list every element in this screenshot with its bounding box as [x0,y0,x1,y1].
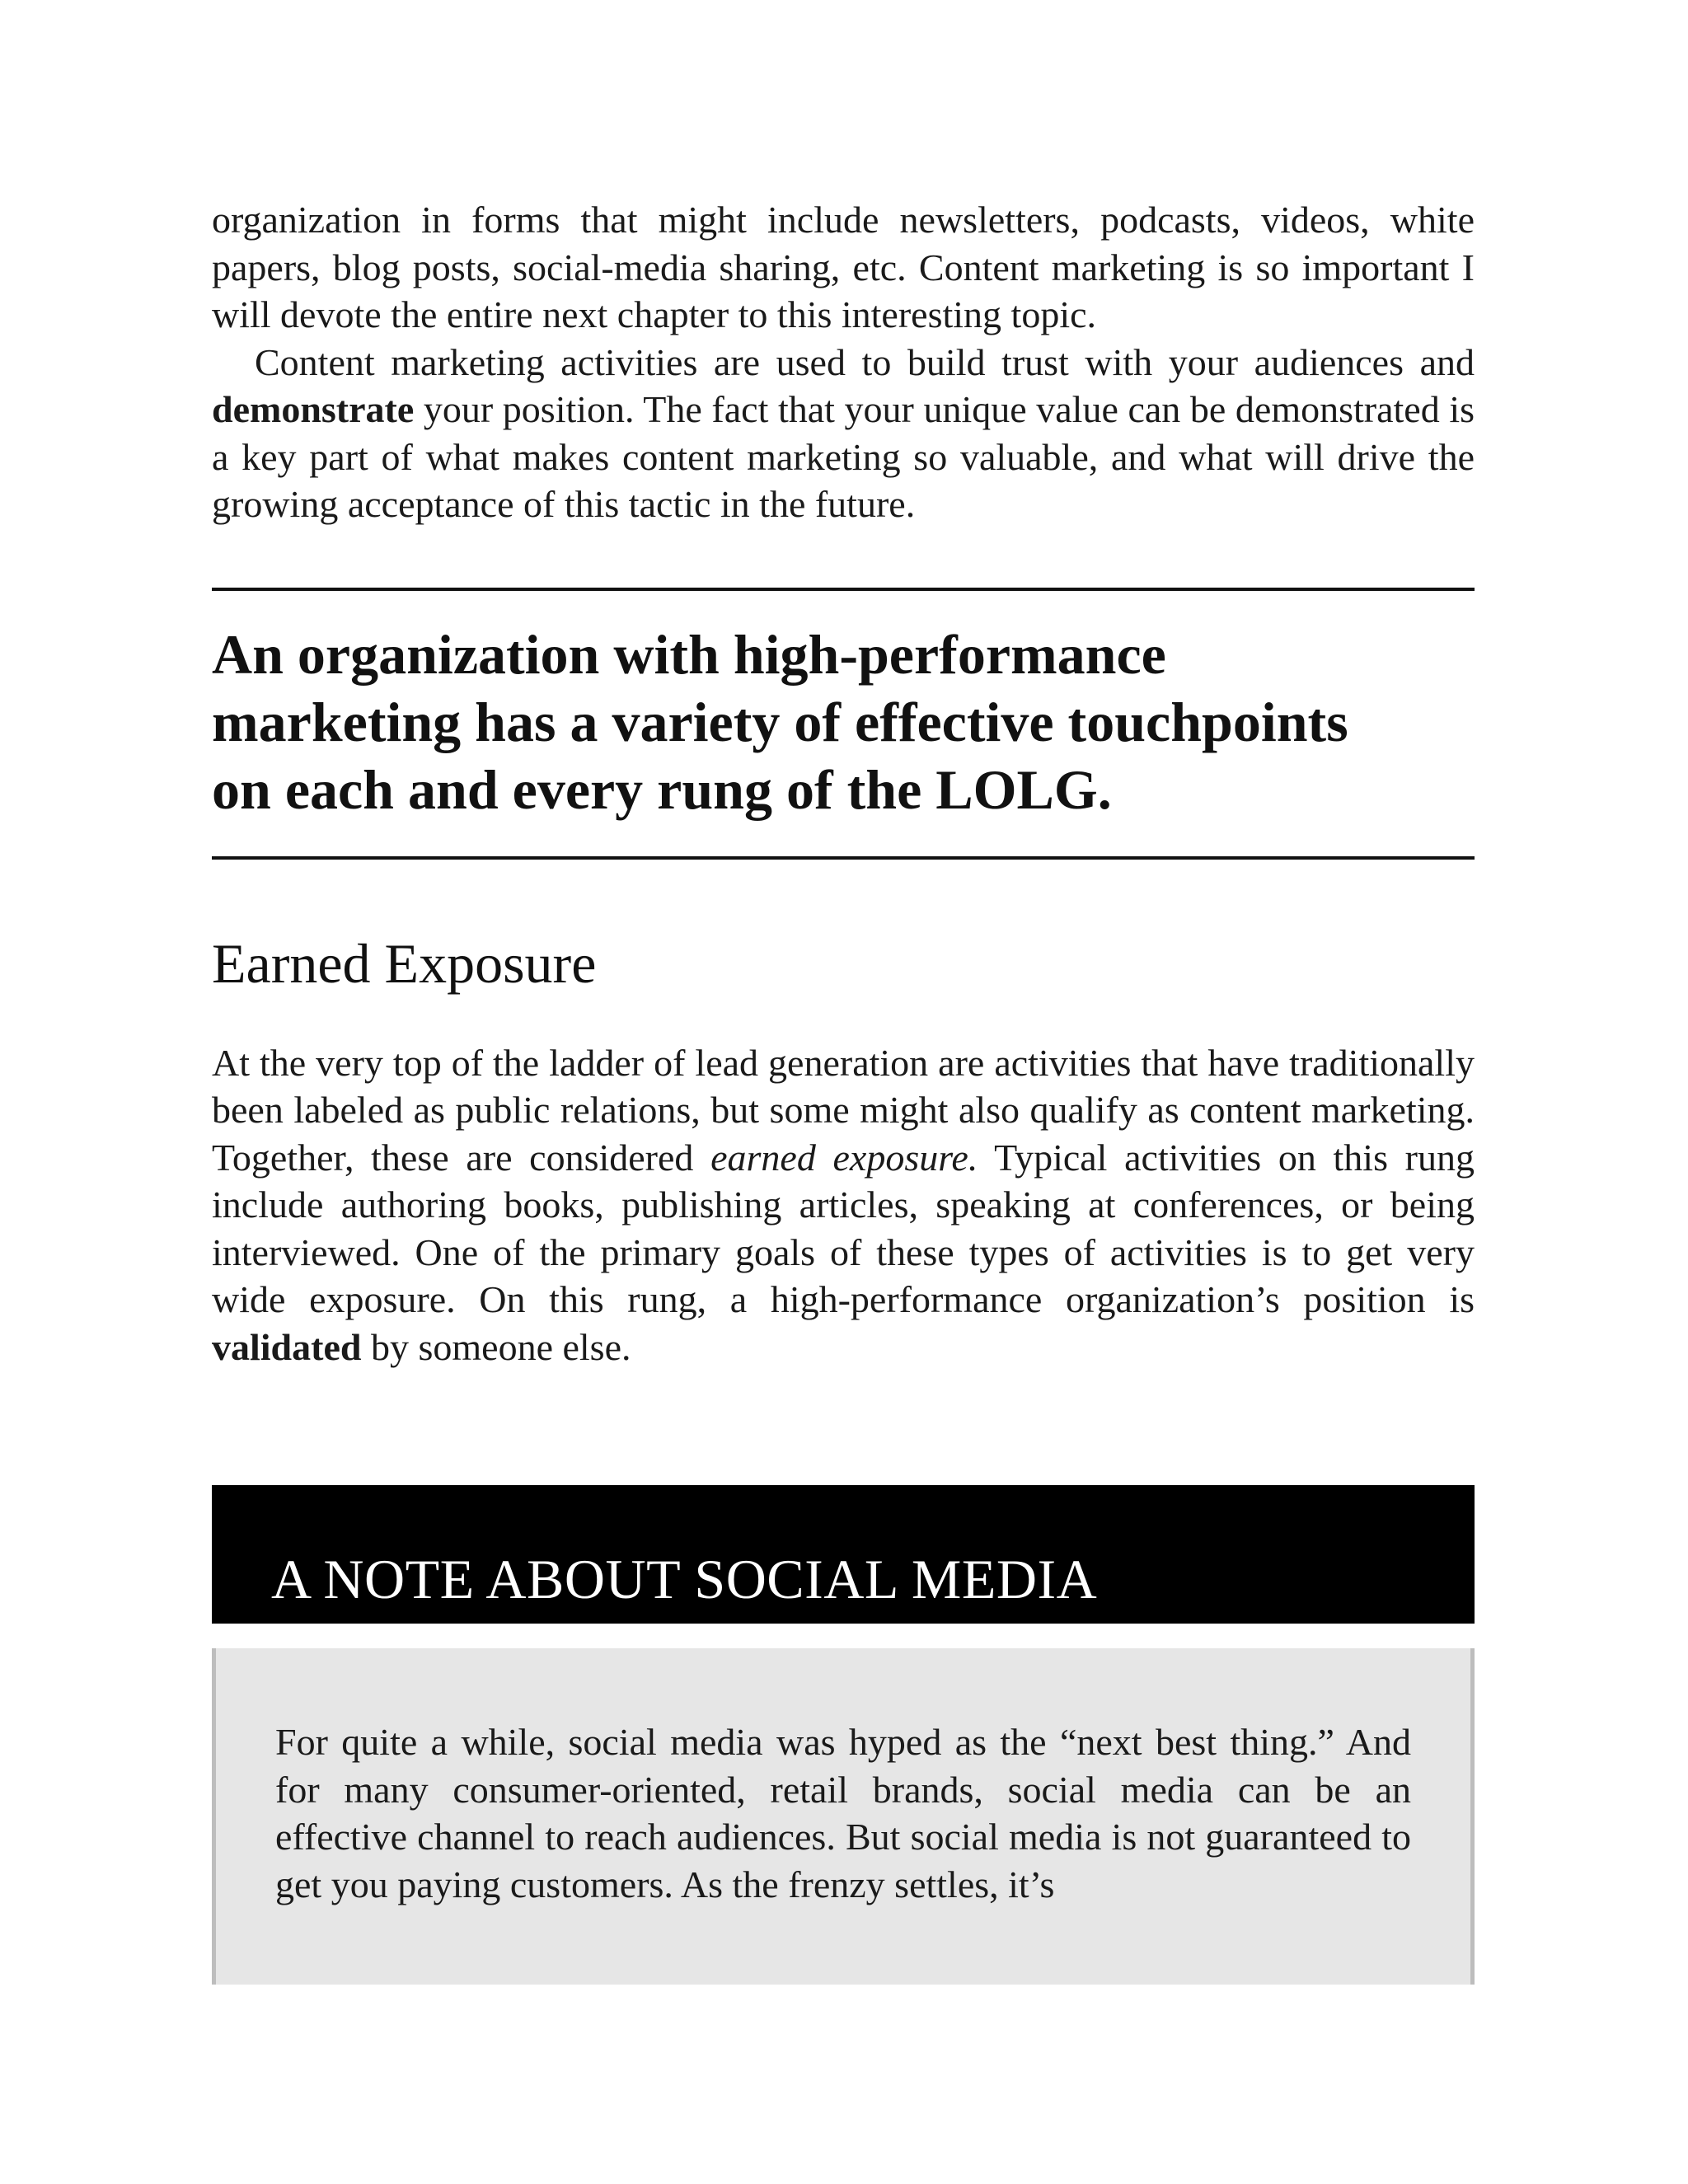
pullquote [212,621,1415,823]
section-paragraph [212,1039,1475,1371]
pullquote-text: An organization with high-performance marketing has a variety of effective touchpoints on each and every rung of the LOLG. [212,622,1348,821]
sidebar-note-paragraph: For quite a while, social media was hyped as the “next best thing.” And for many consumer-oriented, retail brands, social media can be an effective channel to reach audiences. But social media is not guaranteed to get you paying customers. As the frenzy settles, it’s [275,1721,1411,1905]
section-paragraph-text-c: by someone else. [361,1325,631,1368]
sidebar-note-body [212,1648,1475,1985]
intro-paragraph-2-bold: demonstrate [212,388,415,430]
sidebar-note-title: A NOTE ABOUT SOCIAL MEDIA [271,1548,1098,1610]
pullquote-bottom-rule [212,856,1475,860]
sidebar-note-header [212,1485,1475,1624]
section-heading: Earned Exposure [212,931,597,995]
intro-paragraph-2-text-a: Content marketing activities are used to build trust with your audiences and [255,340,1475,383]
intro-paragraph-2-text-b: your position. The fact that your unique value can be demonstrated is a key part of what makes content marketing so valuable, and what will drive the growing acceptance of this tactic in the future. [212,388,1475,525]
page-content [212,196,1475,1985]
section-paragraph-text-b: Typical activities on this rung include authoring books, publishing articles, speaking at conferences, or being interviewed. One of the primary goals of these types of activities is to get very wide exposure. On this rung, a high-performance organization’s position is [212,1136,1475,1320]
intro-paragraph-2 [212,339,1475,528]
intro-paragraph-1 [212,196,1475,339]
section-paragraph-bold: validated [212,1325,362,1368]
intro-paragraph-1-text: organization in forms that might include newsletters, podcasts, videos, white papers, blog posts, social-media sharing, etc. Content marketing is so important I will devote the entire next chapter to this interesting topic. [212,199,1475,335]
section-paragraph-text-a: At the very top of the ladder of lead generation are activities that have traditionally been labeled as public relations, but some might also qualify as content marketing. Together, these are considered [212,1041,1475,1179]
section-paragraph-italic: earned exposure. [710,1136,978,1179]
pullquote-top-rule [212,588,1475,591]
